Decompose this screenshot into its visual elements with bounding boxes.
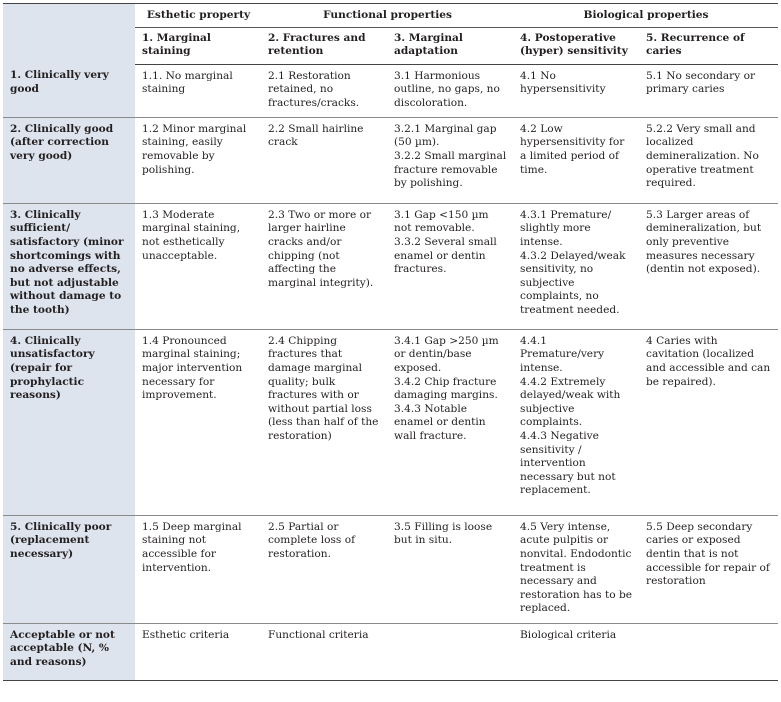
column-header-marginal-staining: 1. Marginal staining [135,27,261,64]
table-cell: Esthetic criteria [135,623,261,680]
table-cell: 2.2 Small hairline crack [261,117,387,203]
row-label-acceptable: Acceptable or not acceptable (N, % and reasons) [3,623,135,680]
table-cell: 4.5 Very intense, acute pulpitis or nonvital. Endodontic treatment is necessary and restoration has to be replaced. [513,515,639,623]
table-cell: 3.2.1 Marginal gap (50 µm). 3.2.2 Small marginal fracture removable by polishing. [387,117,513,203]
column-header-postoperative-sensitivity: 4. Postoperative (hyper) sensitivity [513,27,639,64]
row-label-very-good: 1. Clinically very good [3,64,135,117]
criteria-table [3,3,778,681]
table-cell: 4.1 No hypersensitivity [520,69,606,96]
table-cell: 4.3.1 Premature/ slightly more intense. 4.3.2 Delayed/weak sensitivity, no subjective complaints, no treatment needed. [513,203,639,329]
table-cell: Biological criteria [513,623,639,680]
group-header-biological: Biological properties [513,4,778,28]
table-cell: 5.2.2 Very small and localized demineralization. No operative treatment required. [639,117,778,203]
corner-cell [3,4,135,65]
table-cell: 1.4 Pronounced marginal staining; major intervention necessary for improvement. [135,329,261,515]
table-row [3,329,778,515]
table-cell: 2.4 Chipping fractures that damage marginal quality; bulk fractures with or without partial loss (less than half of the restoration) [261,329,387,515]
column-header-marginal-adaptation: 3. Marginal adaptation [387,27,513,64]
table-cell: 5.5 Deep secondary caries or exposed dentin that is not accessible for repair of restoration [639,515,778,623]
row-label-unsatisfactory: 4. Clinically unsatisfactory (repair for prophylactic reasons) [3,329,135,515]
table-row [3,623,778,680]
table-cell: 5.1 No secondary or primary caries [646,69,756,96]
table-row [3,64,778,117]
row-label-poor: 5. Clinically poor (replacement necessary) [3,515,135,623]
table-cell [387,623,513,680]
table-cell: 1.1. No marginal staining [142,69,233,96]
table-row [3,117,778,203]
table-cell: 2.5 Partial or complete loss of restoration. [261,515,387,623]
table-cell: 2.1 Restoration retained, no fractures/cracks. [268,69,360,109]
group-header-functional: Functional properties [261,4,513,28]
table-cell: 3.4.1 Gap >250 µm or dentin/base exposed. 3.4.2 Chip fracture damaging margins. 3.4.3 Notable enamel or dentin wall fracture. [387,329,513,515]
table-cell: 4 Caries with cavitation (localized and accessible and can be repaired). [639,329,778,515]
table-cell: 3.5 Filling is loose but in situ. [387,515,513,623]
table-row [3,203,778,329]
table-row [3,515,778,623]
table-cell [639,623,778,680]
table-cell: 3.1 Harmonious outline, no gaps, no discoloration. [394,69,500,109]
row-label-sufficient: 3. Clinically sufficient/ satisfactory (minor shortcomings with no adverse effects, but not adjustable without damage to the tooth) [3,203,135,329]
table-cell: 5.3 Larger areas of demineralization, but only preventive measures necessary (dentin not exposed). [639,203,778,329]
table-cell: 4.4.1 Premature/very intense. 4.4.2 Extremely delayed/weak with subjective complaints. 4.4.3 Negative sensitivity / intervention necessary but not replacement. [513,329,639,515]
table-cell: Functional criteria [261,623,387,680]
table-cell: 2.3 Two or more or larger hairline cracks and/or chipping (not affecting the marginal integrity). [261,203,387,329]
table-cell: 1.5 Deep marginal staining not accessible for intervention. [135,515,261,623]
table-cell: 3.1 Gap <150 µm not removable. 3.3.2 Several small enamel or dentin fractures. [387,203,513,329]
group-header-esthetic: Esthetic property [135,4,261,28]
table-cell: 4.2 Low hypersensitivity for a limited period of time. [513,117,639,203]
column-header-recurrence-caries: 5. Recurrence of caries [639,27,778,64]
column-header-fractures-retention: 2. Fractures and retention [261,27,387,64]
table-cell: 1.2 Minor marginal staining, easily removable by polishing. [135,117,261,203]
table-cell: 1.3 Moderate marginal staining, not esthetically unacceptable. [135,203,261,329]
row-label-good: 2. Clinically good (after correction very good) [3,117,135,203]
